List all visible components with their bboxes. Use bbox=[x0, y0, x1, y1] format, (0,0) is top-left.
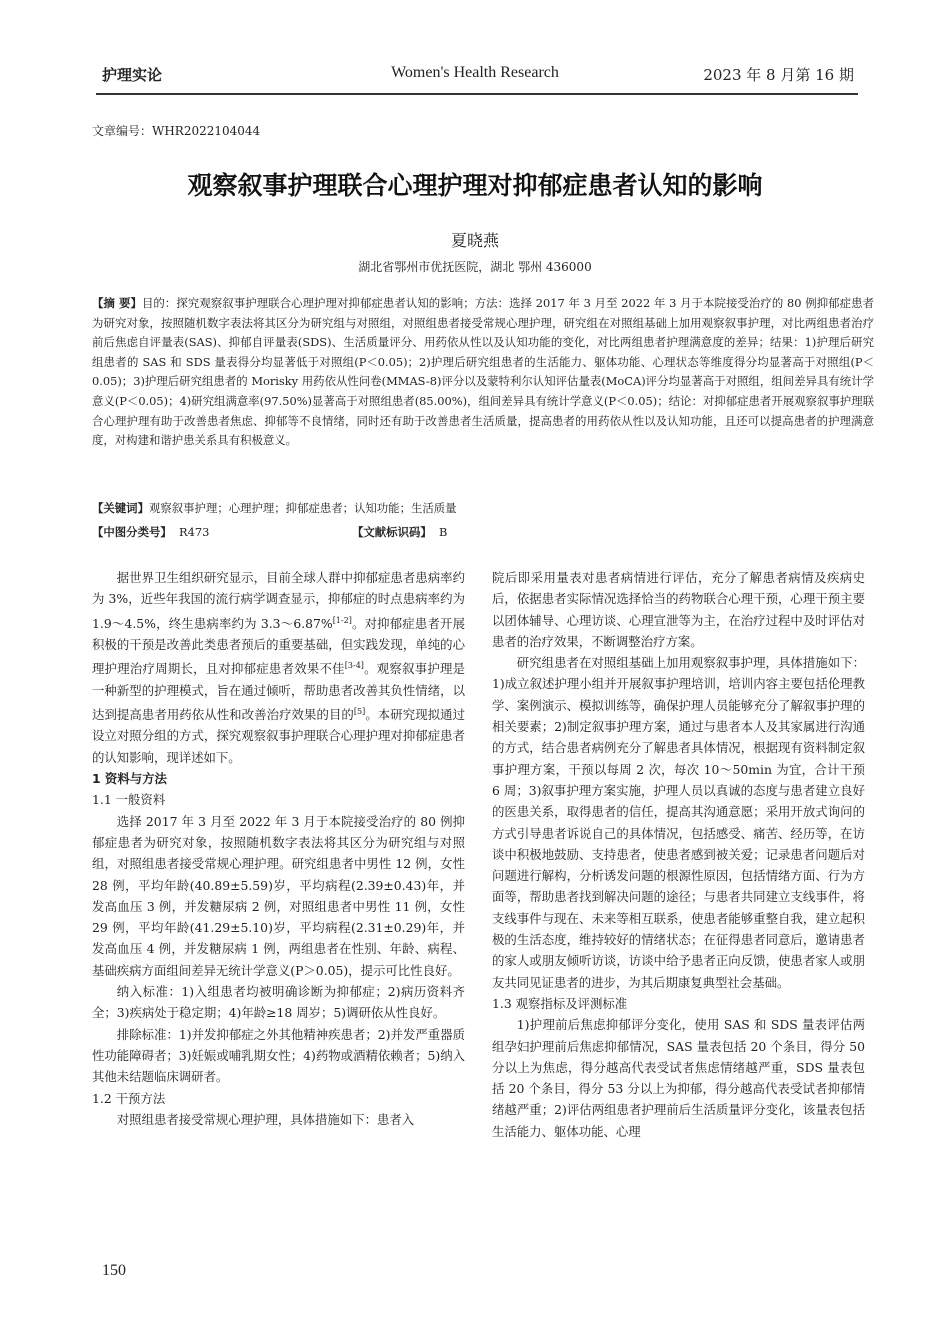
section-heading-1-3: 1.3 观察指标及评测标准 bbox=[492, 995, 628, 1011]
page-number: 150 bbox=[102, 1262, 126, 1279]
section-heading-1-1: 1.1 一般资料 bbox=[92, 792, 166, 808]
header-divider bbox=[96, 93, 858, 95]
keywords-text: 观察叙事护理；心理护理；抑郁症患者；认知功能；生活质量 bbox=[148, 501, 457, 515]
inclusion-paragraph: 纳入标准：1)入组患者均被明确诊断为抑郁症；2)病历资料齐全；3)疾病处于稳定期；4)年龄≥18 周岁；5)调研依从性良好。 bbox=[92, 984, 465, 1021]
right-column bbox=[492, 567, 865, 1142]
header-section: 护理实论 bbox=[102, 66, 163, 84]
abstract-text: 目的：探究观察叙事护理联合心理护理对抑郁症患者认知的影响；方法：选择 2017 年 3 月至 2022 年 3 月于本院接受治疗的 80 例抑郁症患者为研究对象，按照随机数字表法将其区分为研究组与对照组，对照组患者接受常规心理护理，研究组在对照组基础上加用观察叙事护理，对比两组患者治疗前后焦虑自评量表(SAS)、抑郁自评量表(SDS)、生活质量评分、用药依从性以及认知功能的变化，对比两组患者护理满意度的差异；结果：1)护理后研究组患者的 SAS 和 SDS 量表得分均显著低于对照组(P＜0.05)；2)护理后研究组患者的生活能力、躯体功能、心理状态等维度得分均显著高于对照组(P＜0.05)；3)护理后研究组患者的 Morisky 用药依从性问卷(MMAS-8)评分以及蒙特利尔认知评估量表(MoCA)评分均显著高于对照组，组间差异具有统计学意义(P＜0.05)；4)研究组满意率(97.50%)显著高于对照组患者(85.00%)，组间差异具有统计学意义(P＜0.05)；结论：对抑郁症患者开展观察叙事护理联合心理护理有助于改善患者焦虑、抑郁等不良情绪，同时还有助于改善患者生活质量，提高患者的用药依从性以及认知功能，且还可以提高患者的护理满意度，对构建和谐护患关系具有积极意义。 bbox=[92, 296, 874, 448]
doc-code-value: B bbox=[439, 525, 448, 539]
citation: [1-2] bbox=[332, 615, 352, 625]
clc-value: R473 bbox=[179, 525, 210, 539]
affiliation: 湖北省鄂州市优抚医院，湖北 鄂州 436000 bbox=[358, 260, 592, 274]
clc-number bbox=[92, 524, 209, 540]
narrative-nursing-paragraph: 研究组患者在对照组基础上加用观察叙事护理，具体措施如下：1)成立叙述护理小组并开展叙事护理培训，培训内容主要包括伦理教学、案例演示、模拟训练等，确保护理人员能够充分了解叙事护理的相关要素；2)制定叙事护理方案，通过与患者本人及其家属进行沟通的方式，结合患者病例充分了解患者具体情况，根据现有资料制定叙事护理方案，干预以每周 2 次，每次 10～50min 为宜，合计干预 6 周；3)叙事护理方案实施，护理人员以真诚的态度与患者建立良好的医患关系，取得患者的信任，提高其沟通意愿；采用开放式询问的方式引导患者诉说自己的具体情况，包括感受、痛苦、经历等，在访谈中积极地鼓励、支持患者，使患者感到被关爱；记录患者问题后对问题进行解构，分析诱发问题的根源性原因，包括情绪方面、行为方面等，帮助患者找到解决问题的途径；与患者共同建立支线事件，将支线事件与现在、未来等相互联系，使患者能够重整自我，建立起积极的生活态度，维持较好的情绪状态；在征得患者同意后，邀请患者的家人或朋友倾听访谈，访谈中给予患者正向反馈，使患者家人或朋友共同见证患者的进步，为其后期康复典型社会基础。 bbox=[492, 655, 865, 990]
header-issue: 2023 年 8 月第 16 期 bbox=[703, 66, 854, 84]
article-number: 文章编号：WHR2022104044 bbox=[92, 124, 261, 138]
section-heading-1: 1 资料与方法 bbox=[92, 771, 167, 787]
keywords bbox=[92, 500, 874, 516]
indicators-paragraph: 1)护理前后焦虑抑郁评分变化，使用 SAS 和 SDS 量表评估两组孕妇护理前后焦虑抑郁情况，SAS 量表包括 20 个条目，得分 50 分以上为焦虑，得分越高代表受试者焦虑情绪越严重，SDS 量表包括 20 个条目，得分 53 分以上为抑郁，得分越高代表受试者抑郁情绪越严重；2)评估两组患者护理前后生活质量评分变化，该量表包括生活能力、躯体功能、心理 bbox=[492, 1017, 865, 1139]
doc-code-label: 【文献标识码】 bbox=[352, 525, 432, 539]
method-paragraph: 对照组患者接受常规心理护理，具体措施如下：患者入 bbox=[116, 1111, 415, 1127]
abstract bbox=[92, 294, 874, 451]
exclusion-paragraph: 排除标准：1)并发抑郁症之外其他精神疾患者；2)并发严重器质性功能障碍者；3)妊娠或哺乳期女性；4)药物或酒精依赖者；5)纳入其他未结题临床调研者。 bbox=[92, 1026, 465, 1085]
keywords-label: 【关键词】 bbox=[92, 501, 149, 515]
intro-paragraph: 据世界卫生组织研究显示，目前全球人群中抑郁症患者患病率约为 3%，近些年我国的流行病学调查显示，抑郁症的时点患病率约为 1.9～4.5%，终生患病率约为 3.3～6.87%[1-2]。对抑郁症患者开展积极的干预是改善此类患者预后的重要基础，但实践发现，单纯的心理护理治疗周期长，且对抑郁症患者效果不佳[3-4]。观察叙事护理是一种新型的护理模式，旨在通过倾听，帮助患者改善其负性情绪，以达到提高患者用药依从性和改善治疗效果的目的[5]。本研究现拟通过设立对照分组的方式，探究观察叙事护理联合心理护理对抑郁症患者的认知影响，现详述如下。 bbox=[92, 570, 466, 765]
section-heading-1-2: 1.2 干预方法 bbox=[92, 1090, 166, 1106]
clc-label: 【中图分类号】 bbox=[92, 525, 172, 539]
general-data-paragraph: 选择 2017 年 3 月至 2022 年 3 月于本院接受治疗的 80 例抑郁症患者为研究对象，按照随机数字表法将其区分为研究组与对照组，对照组患者接受常规心理护理。研究组患者中男性 12 例，女性 28 例，平均年龄(40.89±5.59)岁，平均病程(2.39±0.43)年，并发高血压 3 例，并发糖尿病 2 例，对照组患者中男性 11 例，女性 29 例，平均年龄(41.29±5.10)岁，平均病程(2.31±0.29)年，并发高血压 4 例，并发糖尿病 1 例，两组患者在性别、年龄、病程、基础疾病方面组间差异无统计学意义(P＞0.05)，提示可比性良好。 bbox=[92, 813, 465, 978]
article-title: 观察叙事护理联合心理护理对抑郁症患者认知的影响 bbox=[187, 171, 763, 200]
header-journal: Women's Health Research bbox=[391, 64, 559, 81]
citation: [5] bbox=[353, 707, 366, 717]
citation: [3-4] bbox=[344, 661, 364, 671]
author: 夏晓燕 bbox=[450, 231, 499, 250]
method-continued-paragraph: 院后即采用量表对患者病情进行评估，充分了解患者病情及疾病史后，依据患者实际情况选择恰当的药物联合心理干预，心理干预主要以团体辅导、心理访谈、心理宣泄等为主，在治疗过程中及时评估对患者的治疗效果，不断调整治疗方案。 bbox=[492, 570, 865, 649]
document-code bbox=[352, 524, 447, 540]
abstract-label: 【摘 要】 bbox=[92, 296, 142, 310]
left-column bbox=[92, 567, 465, 1130]
